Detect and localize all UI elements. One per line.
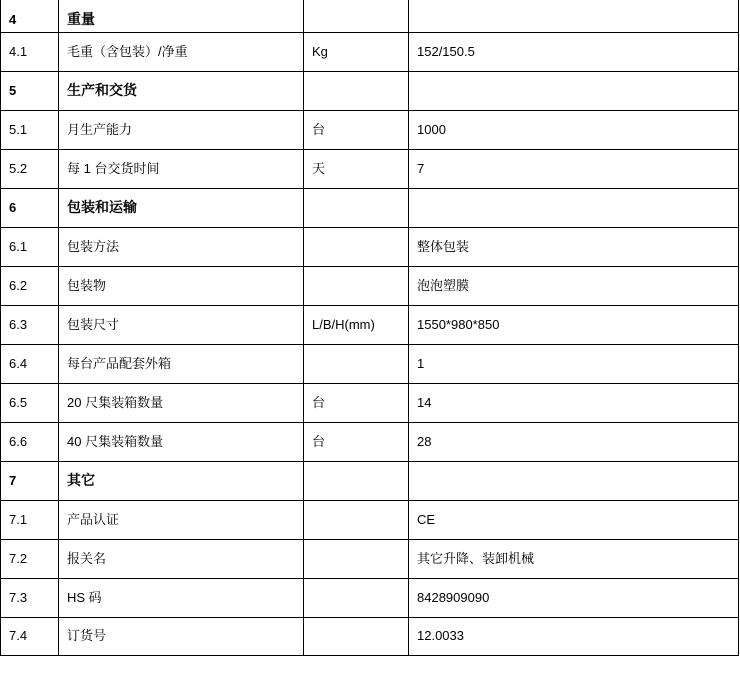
table-row	[1, 617, 739, 655]
row-unit-cell	[304, 71, 409, 110]
table-row	[1, 0, 739, 32]
table-row	[1, 227, 739, 266]
row-item-cell: 包装物	[59, 266, 304, 305]
row-item-cell: HS 码	[59, 578, 304, 617]
row-unit-cell: Kg	[304, 32, 409, 71]
row-number-cell: 7.1	[1, 500, 59, 539]
row-value-cell: 其它升降、装卸机械	[409, 539, 739, 578]
row-value-cell: 泡泡塑膜	[409, 266, 739, 305]
row-number-cell: 6.2	[1, 266, 59, 305]
row-unit-cell	[304, 188, 409, 227]
row-value-cell: 整体包装	[409, 227, 739, 266]
row-number-cell: 6.1	[1, 227, 59, 266]
row-value-cell: 7	[409, 149, 739, 188]
table-row	[1, 461, 739, 500]
table-row	[1, 149, 739, 188]
row-number-cell: 6.6	[1, 422, 59, 461]
row-value-cell	[409, 0, 739, 32]
row-item-cell: 其它	[59, 461, 304, 500]
row-number-cell: 6.4	[1, 344, 59, 383]
row-value-cell	[409, 188, 739, 227]
row-item-cell: 20 尺集装箱数量	[59, 383, 304, 422]
row-item-cell: 毛重（含包装）/净重	[59, 32, 304, 71]
row-number-cell: 7.4	[1, 617, 59, 655]
row-value-cell: CE	[409, 500, 739, 539]
row-number-cell: 7.3	[1, 578, 59, 617]
row-number-cell: 7	[1, 461, 59, 500]
row-unit-cell: 天	[304, 149, 409, 188]
row-unit-cell: 台	[304, 110, 409, 149]
row-item-cell: 重量	[59, 0, 304, 32]
row-value-cell: 1550*980*850	[409, 305, 739, 344]
row-number-cell: 5.1	[1, 110, 59, 149]
table-row	[1, 344, 739, 383]
row-unit-cell	[304, 344, 409, 383]
row-number-cell: 4.1	[1, 32, 59, 71]
row-number-cell: 4	[1, 0, 59, 32]
row-unit-cell: L/B/H(mm)	[304, 305, 409, 344]
row-number-cell: 5	[1, 71, 59, 110]
row-value-cell: 12.0033	[409, 617, 739, 655]
table-row	[1, 188, 739, 227]
table-row	[1, 500, 739, 539]
row-value-cell	[409, 461, 739, 500]
table-body	[1, 0, 739, 655]
row-number-cell: 6.5	[1, 383, 59, 422]
row-value-cell: 28	[409, 422, 739, 461]
row-number-cell: 6.3	[1, 305, 59, 344]
table-row	[1, 266, 739, 305]
row-unit-cell	[304, 500, 409, 539]
table-row	[1, 71, 739, 110]
row-item-cell: 报关名	[59, 539, 304, 578]
row-item-cell: 包装和运输	[59, 188, 304, 227]
table-row	[1, 422, 739, 461]
row-unit-cell	[304, 266, 409, 305]
row-item-cell: 包装尺寸	[59, 305, 304, 344]
row-value-cell: 1	[409, 344, 739, 383]
row-unit-cell	[304, 0, 409, 32]
row-value-cell: 14	[409, 383, 739, 422]
row-value-cell: 8428909090	[409, 578, 739, 617]
row-unit-cell: 台	[304, 422, 409, 461]
table-row	[1, 578, 739, 617]
row-item-cell: 月生产能力	[59, 110, 304, 149]
row-value-cell: 152/150.5	[409, 32, 739, 71]
row-item-cell: 包装方法	[59, 227, 304, 266]
table-row	[1, 32, 739, 71]
row-number-cell: 6	[1, 188, 59, 227]
row-number-cell: 5.2	[1, 149, 59, 188]
table-row	[1, 110, 739, 149]
row-item-cell: 订货号	[59, 617, 304, 655]
row-number-cell: 7.2	[1, 539, 59, 578]
row-value-cell	[409, 71, 739, 110]
row-unit-cell	[304, 539, 409, 578]
row-item-cell: 40 尺集装箱数量	[59, 422, 304, 461]
row-value-cell: 1000	[409, 110, 739, 149]
row-unit-cell	[304, 617, 409, 655]
row-item-cell: 每台产品配套外箱	[59, 344, 304, 383]
row-item-cell: 产品认证	[59, 500, 304, 539]
row-unit-cell	[304, 461, 409, 500]
row-item-cell: 每 1 台交货时间	[59, 149, 304, 188]
table-row	[1, 383, 739, 422]
row-item-cell: 生产和交货	[59, 71, 304, 110]
row-unit-cell	[304, 578, 409, 617]
row-unit-cell	[304, 227, 409, 266]
table-row	[1, 305, 739, 344]
table-row	[1, 539, 739, 578]
row-unit-cell: 台	[304, 383, 409, 422]
